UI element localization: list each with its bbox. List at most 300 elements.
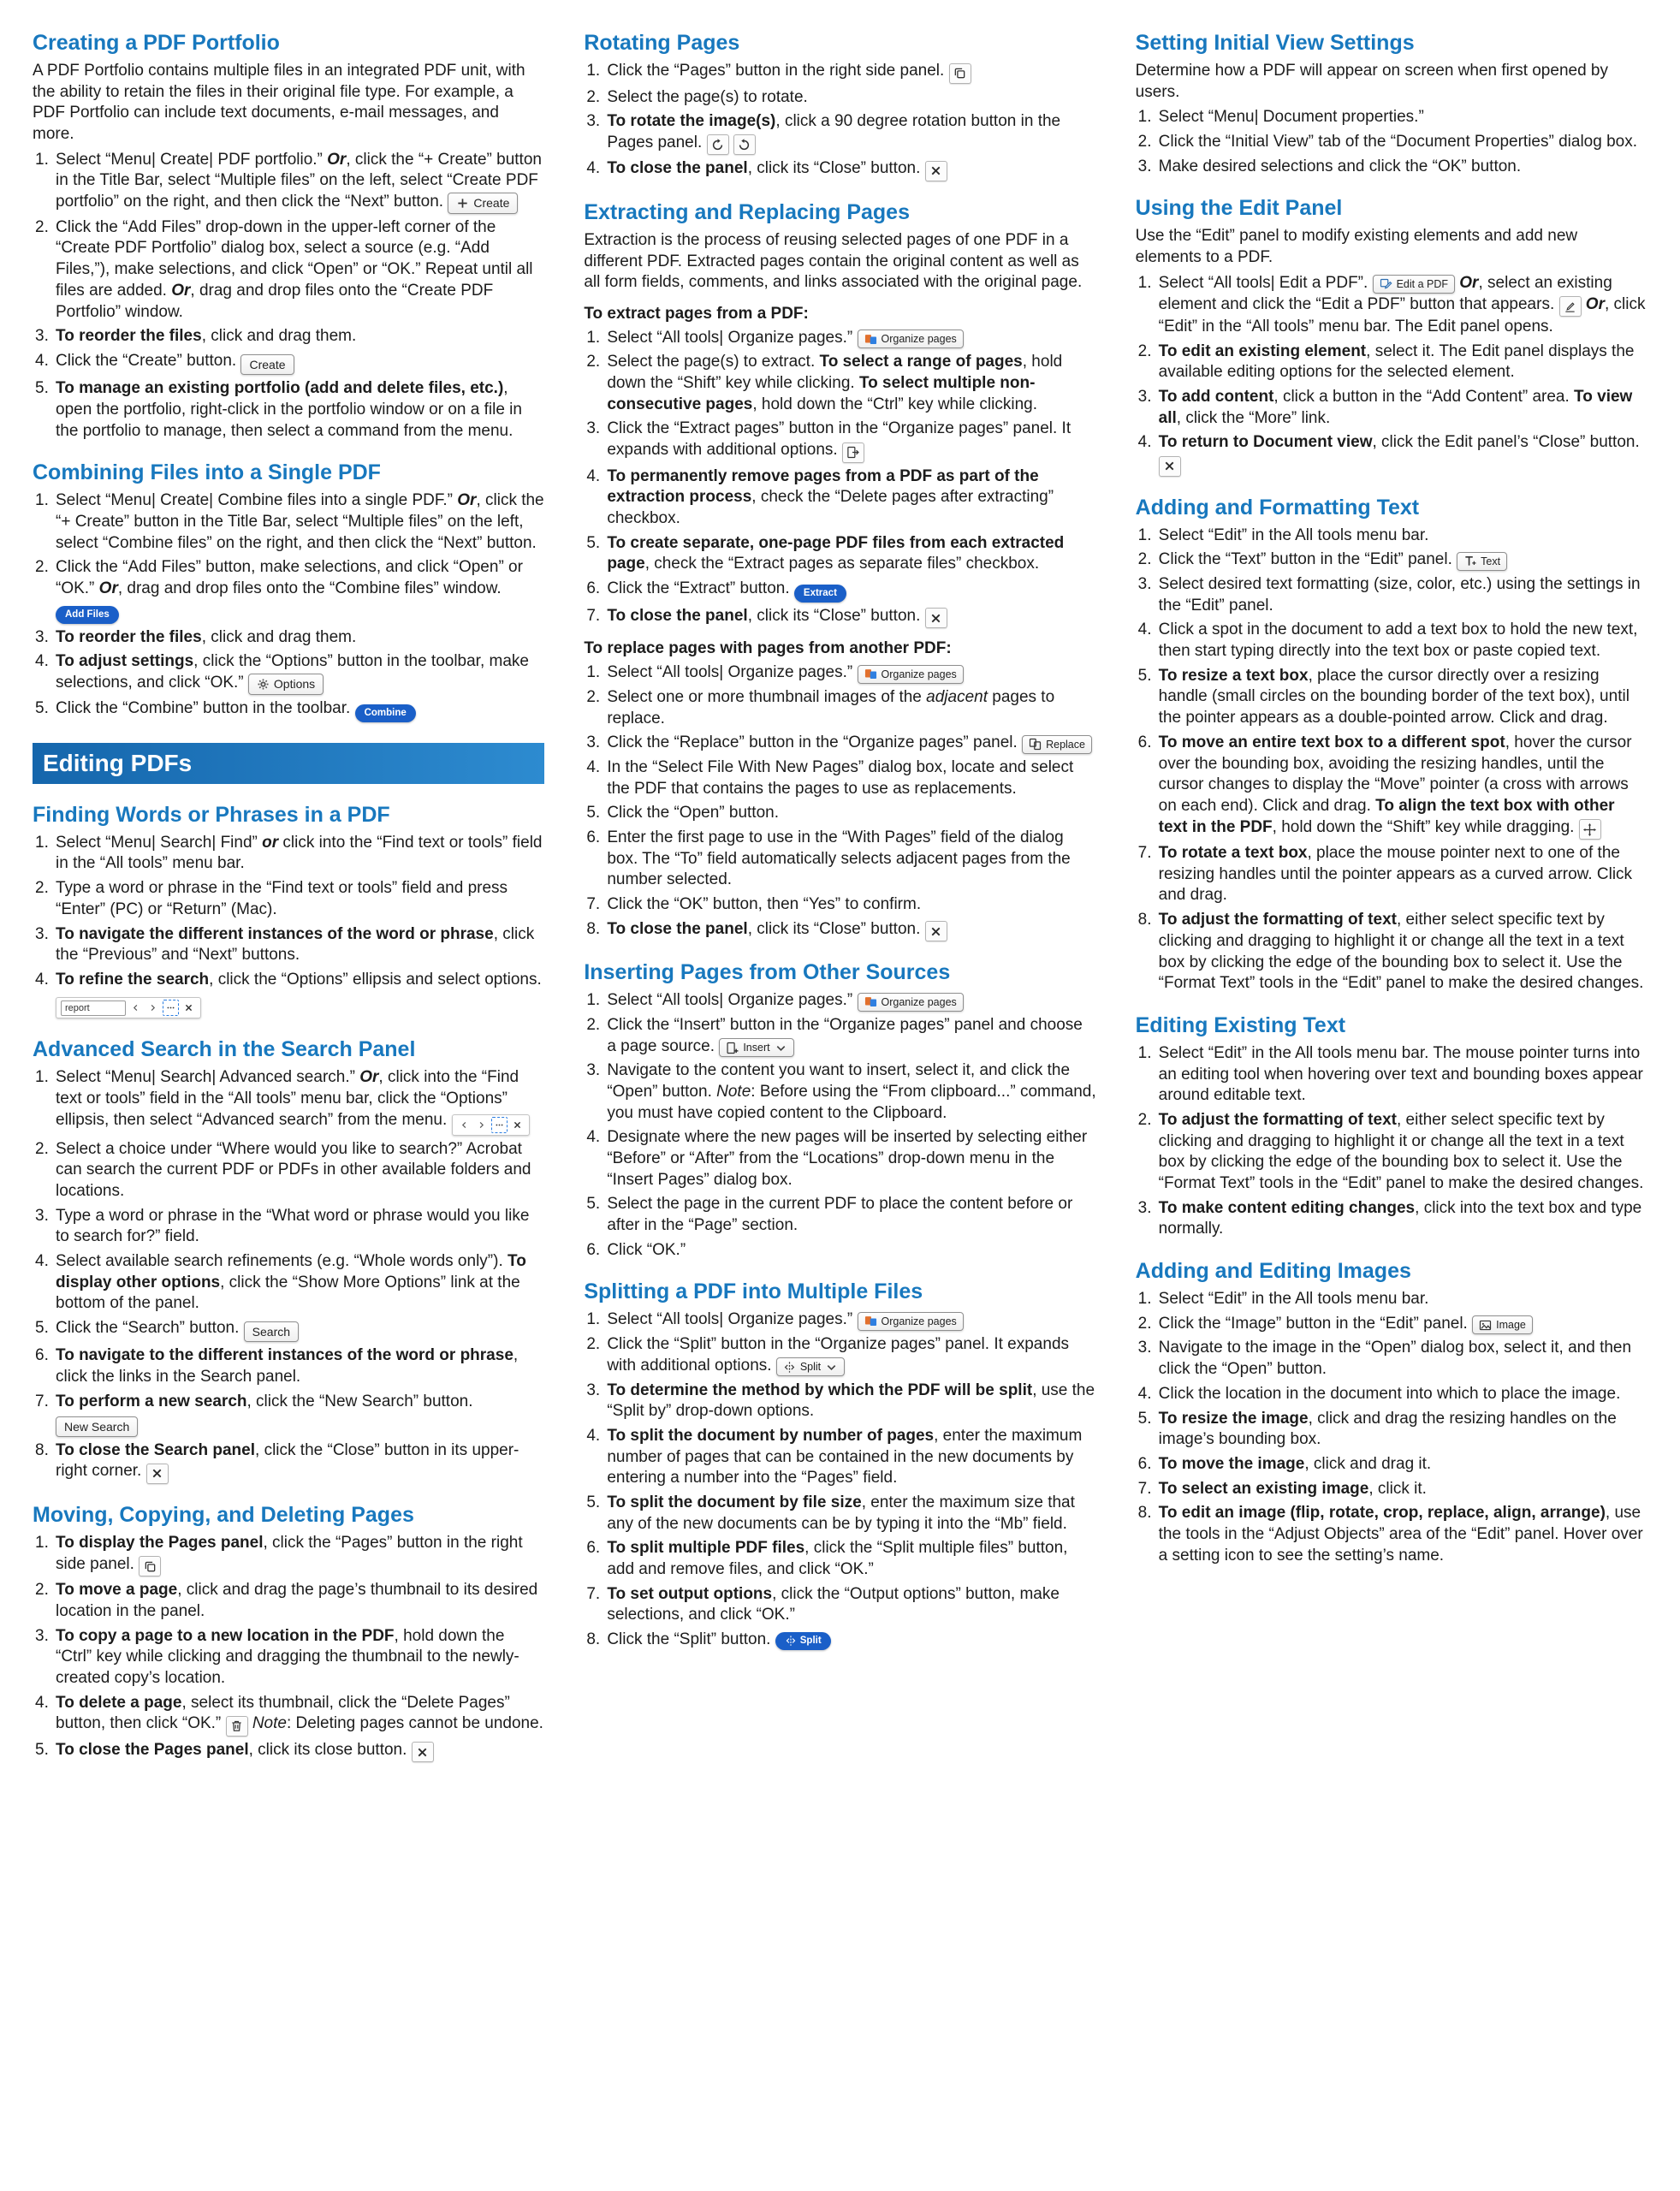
text-run: , check the “Extract pages as separate files” checkbox. (644, 555, 1040, 573)
list-item (584, 733, 1095, 754)
chevron-down-icon (775, 1042, 787, 1054)
organize-pages-button-label: Organize pages (881, 995, 957, 1008)
combine-button[interactable] (355, 704, 416, 722)
text-run: , click its close button. (248, 1740, 412, 1759)
text-run: , place the cursor directly over a resizing handle (small circles on the bounding border of the text box), until the pointer appears as a double-pointed arrow. Click and drag. (1158, 666, 1630, 727)
find-input-value: report (65, 1002, 90, 1013)
pages-panel-button[interactable] (949, 63, 971, 84)
extract-button[interactable] (794, 585, 846, 603)
delete-pages-button[interactable] (226, 1716, 248, 1737)
list-item (1136, 273, 1647, 338)
list-item (1136, 107, 1647, 128)
list-item (584, 662, 1095, 684)
text-run: Or (359, 1068, 379, 1087)
text-run: , hold down the “Shift” key while clicking. (607, 353, 1063, 392)
list-item (584, 1240, 1095, 1262)
close-button[interactable] (146, 1464, 169, 1484)
text-run: To move a page (56, 1581, 178, 1600)
text-run: Click the “Extract” button. (607, 579, 794, 597)
list-item (33, 924, 544, 966)
text-run: To display other options (56, 1252, 526, 1291)
text-run: , hover the cursor over the bounding box, avoiding the resizing handles, until the cursor changes to display the “Move” pointer (a cross with arrows on each end). Click and drag. (1158, 733, 1632, 815)
text-run: To make content editing changes (1158, 1198, 1416, 1217)
list-item (33, 557, 544, 623)
text-run: , click the “More” link. (1176, 408, 1331, 427)
text-run: Click the “Create” button. (56, 351, 241, 370)
text-run: To delete a page (56, 1693, 182, 1712)
step-list (33, 150, 544, 442)
rotate-counterclockwise-button[interactable] (733, 134, 756, 155)
close-button[interactable] (412, 1742, 434, 1762)
text-run: Click the “Text” button in the “Edit” panel. (1158, 550, 1457, 569)
text-run: : Deleting pages cannot be undone. (286, 1714, 543, 1733)
intro-text: Extraction is the process of reusing selected pages of one PDF in a different PDF. Extracted pages contain the original content as well as all form fields, comments, and links associated with the original page. (584, 230, 1083, 292)
list-item (1136, 843, 1647, 906)
text-run: , click the “New Search” button. (246, 1392, 473, 1410)
list-item (584, 1334, 1095, 1376)
text-T-icon (1463, 555, 1476, 567)
text-run: Select “Edit” in the All tools menu bar. (1158, 1290, 1429, 1309)
text-run: To move the image (1158, 1454, 1305, 1473)
text-run: To reorder the files (56, 327, 202, 346)
organize-pages-button[interactable] (858, 993, 964, 1012)
list-item (1136, 525, 1647, 547)
section-heading-editing-existing-text: Editing Existing Text (1135, 1012, 1346, 1037)
text-run: To adjust settings (56, 652, 194, 671)
ellipsis-icon (166, 1003, 175, 1012)
next-button[interactable] (474, 1118, 489, 1132)
list-item (584, 1630, 1095, 1651)
list-item (33, 326, 544, 347)
text-run: , click its “Close” button. (747, 606, 925, 625)
text-run: click into the “Find text or tools” field in the “All tools” menu bar. (56, 833, 543, 873)
text-run: To reorder the files (56, 627, 202, 646)
list-item (33, 1693, 544, 1737)
list-item (33, 1251, 544, 1315)
text-run: Designate where the new pages will be inserted by selecting either “Before” or “After” from the “Locations” drop-down menu in the “Insert Pages” dialog box. (607, 1128, 1088, 1189)
text-run: To adjust the formatting of text (1158, 911, 1397, 929)
text-run: Click the “Add Files” button, make selections, and click “Open” or “OK.” (56, 558, 523, 598)
section-heading-adding-and-formatting-text: Adding and Formatting Text (1135, 495, 1420, 520)
list-item (1136, 666, 1647, 729)
text-run: Select “All tools| Organize pages.” (607, 991, 858, 1010)
section-heading-combining-files-into-a-single-pdf: Combining Files into a Single PDF (33, 460, 381, 485)
edit-a-pdf-button[interactable] (1373, 275, 1455, 294)
section-heading-inserting-pages-from-other-sources: Inserting Pages from Other Sources (584, 960, 951, 985)
split-button[interactable] (775, 1632, 831, 1650)
text-run: Click the “Replace” button in the “Organize pages” panel. (607, 733, 1023, 752)
list-item (584, 1194, 1095, 1236)
list-item (584, 803, 1095, 824)
text-run: Click the “Image” button in the “Edit” panel. (1158, 1314, 1473, 1333)
text-run: Select the page(s) to rotate. (607, 87, 808, 106)
list-item (33, 833, 544, 875)
split-icon (783, 1361, 796, 1374)
pages-panel-button[interactable] (139, 1556, 161, 1576)
organize-icon (864, 995, 877, 1008)
list-item (584, 1381, 1095, 1422)
image-button[interactable] (1472, 1315, 1533, 1334)
column-left (33, 26, 544, 1766)
text-run: , use the “Split by” drop-down options. (607, 1381, 1095, 1421)
close-find-button[interactable] (181, 1000, 196, 1015)
text-run: Select the page(s) to extract. (607, 353, 820, 371)
step-list (1136, 1043, 1647, 1240)
step-list (584, 328, 1095, 629)
list-item (33, 1740, 544, 1763)
text-run: , select its thumbnail, click the “Delete Pages” button, then click “OK.” (56, 1693, 510, 1733)
text-run: To rotate the image(s) (607, 112, 776, 131)
section-heading-using-the-edit-panel: Using the Edit Panel (1135, 196, 1343, 221)
options-ellipsis-button[interactable] (163, 1000, 179, 1016)
list-item (584, 1309, 1095, 1331)
list-item (33, 878, 544, 920)
text-run: , click the “Previous” and “Next” buttons. (56, 924, 535, 965)
text-run: To add content (1158, 388, 1274, 407)
text-run: Click the “Initial View” tab of the “Document Properties” dialog box. (1158, 133, 1638, 151)
text-run: Click the location in the document into which to place the image. (1158, 1384, 1621, 1403)
edit-pdf-icon (1380, 278, 1392, 291)
split-button-label: Split (799, 1635, 822, 1646)
list-item (1136, 1479, 1647, 1500)
text-run: To copy a page to a new location in the PDF (56, 1626, 395, 1645)
list-item (584, 606, 1095, 629)
previous-button[interactable] (128, 1000, 143, 1015)
list-item (1136, 157, 1647, 178)
text-run: Click the “Pages” button in the right side panel. (607, 62, 949, 80)
text-run: Note (716, 1082, 751, 1101)
text-run: , click the “Pages” button in the right side panel. (56, 1533, 523, 1573)
text-run: Or (171, 281, 191, 300)
list-item (1136, 341, 1647, 383)
column-middle (584, 26, 1095, 1766)
text-run: , click the “Show More Options” link at the bottom of the panel. (56, 1273, 520, 1313)
list-item (584, 1060, 1095, 1124)
options-button[interactable] (248, 674, 324, 694)
intro-text: Determine how a PDF will appear on screen when first opened by users. (1135, 62, 1608, 101)
section-heading-moving-copying-deleting-pages: Moving, Copying, and Deleting Pages (33, 1502, 414, 1527)
list-item (584, 533, 1095, 575)
text-run: Or (98, 579, 118, 598)
organize-pages-button-label: Organize pages (881, 1315, 957, 1327)
organize-pages-button[interactable] (858, 330, 964, 348)
create-button-label: Create (249, 357, 286, 371)
text-run: , click the “Options” button in the toolbar, make selections, and click “OK.” (56, 652, 529, 692)
text-run: Enter the first page to use in the “With Pages” field of the dialog box. The “To” field automatically selects adjacent pages from the number selected. (607, 828, 1071, 889)
text-run: , drag and drop files onto the “Create PDF Portfolio” window. (56, 281, 494, 321)
list-item (584, 687, 1095, 729)
text-run: Or (327, 150, 347, 169)
insert-button[interactable] (719, 1038, 793, 1057)
section-heading-adding-and-editing-images: Adding and Editing Images (1135, 1259, 1411, 1284)
text-run: Type a word or phrase in the “Find text or tools” field and press “Enter” (PC) or “Return” (Mac). (56, 879, 508, 918)
edit-a-pdf-button-label: Edit a PDF (1396, 278, 1448, 291)
list-item (1136, 910, 1647, 995)
text-run: , click the “+ Create” button in the Title Bar, select “Multiple files” on the left, select “Create PDF portfolio” on the right, and then click the “Next” button. (56, 150, 542, 211)
text-run: , check the “Delete pages after extracting” checkbox. (607, 488, 1054, 527)
close-x-icon (184, 1003, 193, 1012)
text-run: To return to Document view (1158, 433, 1373, 452)
text-run: To perform a new search (56, 1392, 247, 1410)
text-run: To close the panel (607, 606, 748, 625)
chevron-down-icon (825, 1361, 838, 1374)
list-item (584, 158, 1095, 181)
list-item (33, 651, 544, 694)
organize-pages-button-label: Organize pages (881, 333, 957, 346)
text-run: Click the “Search” button. (56, 1319, 244, 1338)
step-list (33, 1533, 544, 1762)
intro-text: Use the “Edit” panel to modify existing elements and add new elements to a PDF. (1135, 227, 1578, 267)
subhead-text: To replace pages with pages from another PDF: (584, 639, 952, 658)
create-button[interactable] (240, 354, 294, 375)
text-button[interactable] (1457, 552, 1507, 571)
text-run: , click “Edit” in the “All tools” menu bar. The Edit panel opens. (1158, 294, 1646, 335)
text-run: To adjust the formatting of text (1158, 1110, 1397, 1129)
text-run: , click and drag the page’s thumbnail to its desired location in the panel. (56, 1581, 538, 1620)
text-button-label: Text (1481, 555, 1501, 567)
rotate-clockwise-button[interactable] (707, 134, 729, 155)
close-button[interactable] (925, 921, 947, 941)
section-heading-setting-initial-view-settings: Setting Initial View Settings (1135, 31, 1415, 55)
close-button[interactable] (925, 161, 947, 181)
text-run: To create separate, one-page PDF files from each extracted page (607, 533, 1065, 573)
section-heading-rotating-pages: Rotating Pages (584, 31, 740, 55)
text-run: or (262, 833, 279, 852)
close-x-icon (513, 1120, 522, 1130)
text-run: Select “Menu| Search| Advanced search.” (56, 1068, 360, 1087)
find-input[interactable] (61, 1000, 126, 1016)
section-heading-finding-words-or-phrases: Finding Words or Phrases in a PDF (33, 802, 390, 827)
list-item (584, 828, 1095, 891)
text-run: Click the “Combine” button in the toolbar. (56, 698, 355, 717)
text-run: To close the Search panel (56, 1440, 256, 1459)
extract-button-label: Extract (803, 588, 837, 598)
text-run: , use the tools in the “Adjust Objects” area of the “Edit” panel. Hover over a setting icon to see the setting’s name. (1158, 1504, 1643, 1565)
text-run: Select the page in the current PDF to place the content before or after in the “Page” section. (607, 1195, 1073, 1235)
options-ellipsis-button[interactable] (491, 1117, 508, 1133)
combine-button-label: Combine (364, 707, 407, 718)
list-item (33, 1440, 544, 1484)
text-run: To close the Pages panel (56, 1740, 249, 1759)
list-item (584, 990, 1095, 1012)
search-button-label: Search (252, 1325, 291, 1339)
text-run: Select one or more thumbnail images of the (607, 687, 927, 706)
text-run: Select “All tools| Organize pages.” (607, 328, 858, 347)
organize-icon (864, 668, 877, 680)
text-run: , click a button in the “Add Content” area. (1273, 388, 1575, 407)
text-run: To manage an existing portfolio (add and delete files, etc.) (56, 379, 504, 398)
list-item (1136, 432, 1647, 476)
add-files-button-label: Add Files (65, 609, 110, 620)
subhead-text: To extract pages from a PDF: (584, 304, 809, 323)
text-run: , hold down the “Ctrl” key while clicking and dragging the thumbnail to the newly-created copy’s location. (56, 1626, 519, 1687)
text-run: Select “All tools| Organize pages.” (607, 1310, 858, 1329)
text-run: To rotate a text box (1158, 844, 1308, 863)
replace-button[interactable] (1022, 735, 1092, 754)
text-run: , enter the maximum size that any of the new documents can be by typing it into the “Mb” field. (607, 1493, 1075, 1533)
text-run: Click the “Extract pages” button in the “Organize pages” panel. It expands with additional options. (607, 419, 1072, 460)
text-run: To close the panel (607, 919, 748, 938)
organize-pages-button[interactable] (858, 1312, 964, 1331)
text-run: , click and drag it. (1304, 1454, 1432, 1473)
list-item (33, 150, 544, 214)
step-list (584, 61, 1095, 181)
organize-pages-button-label: Organize pages (881, 668, 957, 680)
column-right (1136, 26, 1647, 1766)
text-run: To select multiple non-consecutive pages (607, 374, 1036, 413)
text-run: To edit an existing element (1158, 341, 1367, 360)
list-item (1136, 1289, 1647, 1310)
add-files-button[interactable] (56, 606, 119, 624)
text-run: , click it. (1368, 1479, 1427, 1498)
text-run: To set output options (607, 1584, 773, 1603)
insert-icon (726, 1042, 739, 1054)
text-run: Select “All tools| Edit a PDF”. (1158, 273, 1373, 292)
list-item (33, 490, 544, 554)
text-run: To edit an image (flip, rotate, crop, replace, align, arrange) (1158, 1504, 1606, 1523)
list-item (584, 61, 1095, 84)
list-item (1136, 733, 1647, 840)
split-button[interactable] (776, 1357, 845, 1376)
text-run: , click into the “Find text or tools” field in the “All tools” menu bar, click the “Options” ellipsis, then select “Advanced search” from the menu. (56, 1068, 519, 1129)
chevron-left-icon (131, 1003, 140, 1012)
list-item (584, 419, 1095, 462)
list-item (33, 1580, 544, 1622)
step-list (584, 1309, 1095, 1650)
list-item (584, 1426, 1095, 1489)
text-run: adjacent (926, 687, 988, 706)
list-item (33, 1392, 544, 1437)
text-run: Note (252, 1714, 287, 1733)
text-run: Navigate to the content you want to insert, select it, and click the “Open” button. (607, 1061, 1071, 1101)
create-button[interactable] (448, 193, 518, 213)
options-button-label: Options (273, 677, 316, 692)
text-run: Make desired selections and click the “OK” button. (1158, 157, 1522, 175)
step-list (33, 833, 544, 1018)
text-run: To split the document by file size (607, 1493, 862, 1511)
next-button[interactable] (145, 1000, 160, 1015)
list-item (1136, 574, 1647, 616)
find-toolbar (56, 997, 201, 1018)
list-item (33, 1318, 544, 1342)
text-run: To determine the method by which the PDF will be split (607, 1381, 1033, 1399)
section-heading-splitting-a-pdf-into-multiple-files: Splitting a PDF into Multiple Files (584, 1280, 923, 1304)
plus-icon (456, 197, 469, 210)
text-run: , click the “Close” button in its upper-right corner. (56, 1440, 519, 1481)
text-run: , click and drag them. (201, 627, 357, 646)
list-item (1136, 1043, 1647, 1107)
text-run: To navigate to the different instances of the word or phrase (56, 1346, 513, 1365)
text-run: To refine the search (56, 970, 210, 989)
find-options-controls (452, 1114, 530, 1136)
text-run: To split the document by number of pages (607, 1426, 935, 1445)
text-run: To close the panel (607, 159, 748, 178)
text-run: Click the “OK” button, then “Yes” to confirm. (607, 895, 922, 913)
intro-text: A PDF Portfolio contains multiple files in an integrated PDF unit, with the ability to retain the files in their original file type. For example, a PDF Portfolio can include text documents, e-mail messages, and more. (33, 62, 525, 144)
organize-icon (864, 333, 877, 346)
list-item (1136, 620, 1647, 662)
close-find-button[interactable] (510, 1118, 525, 1132)
text-run: , hold down the “Shift” key while dragging. (1272, 817, 1579, 836)
image-icon (1479, 1319, 1492, 1332)
search-button[interactable] (244, 1321, 299, 1342)
text-run: , click the “Output options” button, make selections, and click “OK.” (607, 1584, 1060, 1624)
list-item (1136, 1503, 1647, 1566)
list-item (584, 352, 1095, 415)
list-item (1136, 387, 1647, 429)
text-run: , either select specific text by clicking and dragging to highlight it or change all the text in a text box by clicking the edge of the bounding box to select it. Use the “Format Text” tools in the “Edit” panel to make the desired changes. (1158, 911, 1644, 993)
previous-button[interactable] (457, 1118, 472, 1132)
text-run: Click the “Open” button. (607, 804, 779, 822)
chevron-right-icon (477, 1120, 486, 1130)
text-run: To select an existing image (1158, 1479, 1369, 1498)
list-item (33, 217, 544, 323)
text-run: Select “Menu| Document properties.” (1158, 108, 1424, 127)
list-item (33, 1345, 544, 1387)
list-item (1136, 1198, 1647, 1240)
create-button-label: Create (473, 196, 510, 211)
text-run: Click the “Split” button in the “Organize pages” panel. It expands with additional options. (607, 1335, 1070, 1375)
list-item (584, 1493, 1095, 1535)
text-run: Select “All tools| Organize pages.” (607, 663, 858, 682)
chevron-left-icon (460, 1120, 469, 1130)
close-button[interactable] (1159, 456, 1181, 477)
step-list (584, 662, 1095, 941)
organize-pages-button[interactable] (858, 665, 964, 684)
text-run: Select “Edit” in the All tools menu bar. (1158, 525, 1429, 544)
text-run: Select “Menu| Create| PDF portfolio.” (56, 150, 328, 169)
text-run: Navigate to the image in the “Open” dialog box, select it, and then click the “Open” button. (1158, 1339, 1632, 1379)
list-item (584, 757, 1095, 799)
list-item (584, 87, 1095, 109)
text-run: To move an entire text box to a different spot (1158, 733, 1505, 751)
list-item (1136, 1409, 1647, 1451)
replace-icon (1029, 738, 1042, 751)
new-search-button-label: New Search (64, 1419, 130, 1434)
section-heading-creating-a-pdf-portfolio: Creating a PDF Portfolio (33, 31, 280, 55)
list-item (584, 328, 1095, 349)
move-pointer-button[interactable] (1579, 819, 1601, 840)
step-list (1136, 525, 1647, 995)
step-list (1136, 1289, 1647, 1566)
extract-pages-button[interactable] (842, 442, 864, 463)
list-item (1136, 1314, 1647, 1335)
text-run: Select “Edit” in the All tools menu bar. The mouse pointer turns into an editing tool when hovering over text and bounding boxes appear around editable text. (1158, 1043, 1643, 1105)
text-run: Click the “Split” button. (607, 1630, 775, 1649)
text-run: , click and drag them. (201, 327, 357, 346)
list-item (584, 1584, 1095, 1626)
list-item (33, 378, 544, 442)
text-run: , open the portfolio, right-click in the portfolio window or on a file in the portfolio to manage, then select a command from the menu. (56, 379, 522, 440)
list-item (584, 1127, 1095, 1191)
text-run: , click the links in the Search panel. (56, 1346, 519, 1386)
text-run: , either select specific text by clicking and dragging to highlight it or change all the text in a text box by clicking the edge of the bounding box to select it. Use the “Format Text” tools in the “Edit” panel to make the desired changes. (1158, 1110, 1644, 1192)
text-run: , click the “+ Create” button in the Title Bar, select “Multiple files” on the left, select “Combine files” on the right, and then click the “Next” button. (56, 491, 544, 552)
list-item (33, 970, 544, 1018)
close-button[interactable] (925, 608, 947, 628)
edit-a-pdf-floating-button[interactable] (1559, 296, 1582, 317)
text-run: Click the “Insert” button in the “Organize pages” panel and choose a page source. (607, 1015, 1083, 1055)
list-item (1136, 1338, 1647, 1380)
step-list (33, 1067, 544, 1484)
section-heading-extracting-and-replacing-pages: Extracting and Replacing Pages (584, 199, 910, 224)
new-search-button[interactable] (56, 1416, 138, 1437)
chevron-right-icon (148, 1003, 157, 1012)
list-item (1136, 1454, 1647, 1476)
text-run: Or (1459, 273, 1479, 292)
replace-button-label: Replace (1046, 738, 1085, 751)
text-run: Select desired text formatting (size, color, etc.) using the settings in the “Edit” panel. (1158, 575, 1641, 615)
